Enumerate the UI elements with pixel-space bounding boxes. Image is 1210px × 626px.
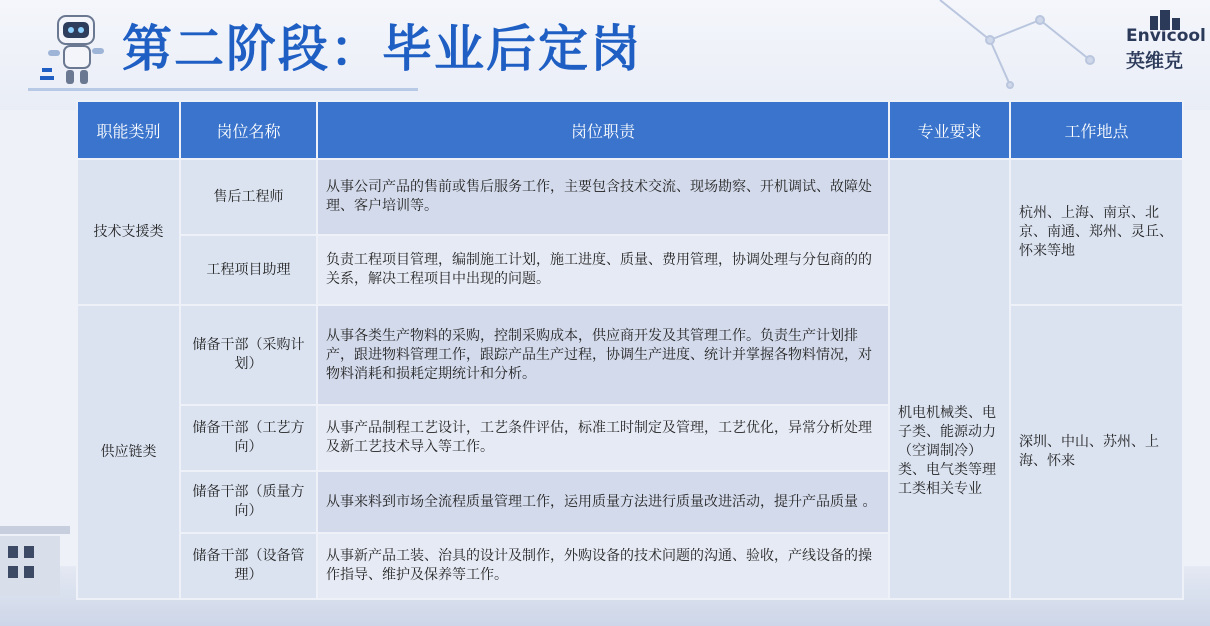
header-major-requirement: 专业要求: [889, 101, 1010, 159]
work-location-cell: 深圳、中山、苏州、上海、怀来: [1010, 305, 1183, 599]
logo-text-en: Envicool: [1126, 26, 1206, 46]
responsibility-cell: 从事公司产品的售前或售后服务工作，主要包含技术交流、现场勘察、开机调试、故障处理、客户培训等。: [317, 159, 889, 235]
robot-mascot-icon: [40, 10, 110, 90]
responsibility-cell: 从事产品制程工艺设计，工艺条件评估，标准工时制定及管理，工艺优化，异常分析处理及新工艺技术导入等工作。: [317, 405, 889, 471]
position-name-cell: 工程项目助理: [180, 235, 317, 305]
responsibility-cell: 负责工程项目管理，编制施工计划，施工进度、质量、费用管理，协调处理与分包商的的关系，解决工程项目中出现的问题。: [317, 235, 889, 305]
table-row: [77, 159, 1183, 235]
title-underline: [28, 88, 418, 91]
position-name-cell: 售后工程师: [180, 159, 317, 235]
header-responsibilities: 岗位职责: [317, 101, 889, 159]
table-row: [77, 305, 1183, 405]
position-name-cell: 储备干部（质量方向）: [180, 471, 317, 533]
position-name-cell: 储备干部（工艺方向）: [180, 405, 317, 471]
header-work-location: 工作地点: [1010, 101, 1183, 159]
responsibility-cell: 从事新产品工装、治具的设计及制作，外购设备的技术问题的沟通、验收，产线设备的操作指导、维护及保养等工作。: [317, 533, 889, 599]
function-category-cell: 供应链类: [77, 305, 180, 599]
company-logo: [1126, 8, 1206, 72]
responsibility-cell: 从事各类生产物料的采购，控制采购成本，供应商开发及其管理工作。负责生产计划排产，跟进物料管理工作，跟踪产品生产过程，协调生产进度、统计并掌握各物料情况，对物料消耗和损耗定期统计和分析。: [317, 305, 889, 405]
major-requirement-text: 机电机械类、电子类、能源动力（空调制冷）类、电气类等理工类相关专业: [898, 405, 996, 497]
logo-text-cn: 英维克: [1126, 50, 1184, 72]
position-name-cell: 储备干部（设备管理）: [180, 533, 317, 599]
header-position-name: 岗位名称: [180, 101, 317, 159]
building-illustration: [0, 506, 80, 596]
page-title: 第二阶段：毕业后定岗: [122, 20, 642, 78]
responsibility-cell: 从事来料到市场全流程质量管理工作，运用质量方法进行质量改进活动，提升产品质量 。: [317, 471, 889, 533]
work-location-cell: 杭州、上海、南京、北京、南通、郑州、灵丘、怀来等地: [1010, 159, 1183, 305]
function-category-cell: 技术支援类: [77, 159, 180, 305]
table-header-row: [77, 101, 1183, 159]
job-positions-table: [76, 100, 1184, 600]
major-requirement-cell: [889, 159, 1010, 599]
position-name-cell: 储备干部（采购计划）: [180, 305, 317, 405]
constellation-decoration: [930, 0, 1130, 90]
header-function-category: 职能类别: [77, 101, 180, 159]
